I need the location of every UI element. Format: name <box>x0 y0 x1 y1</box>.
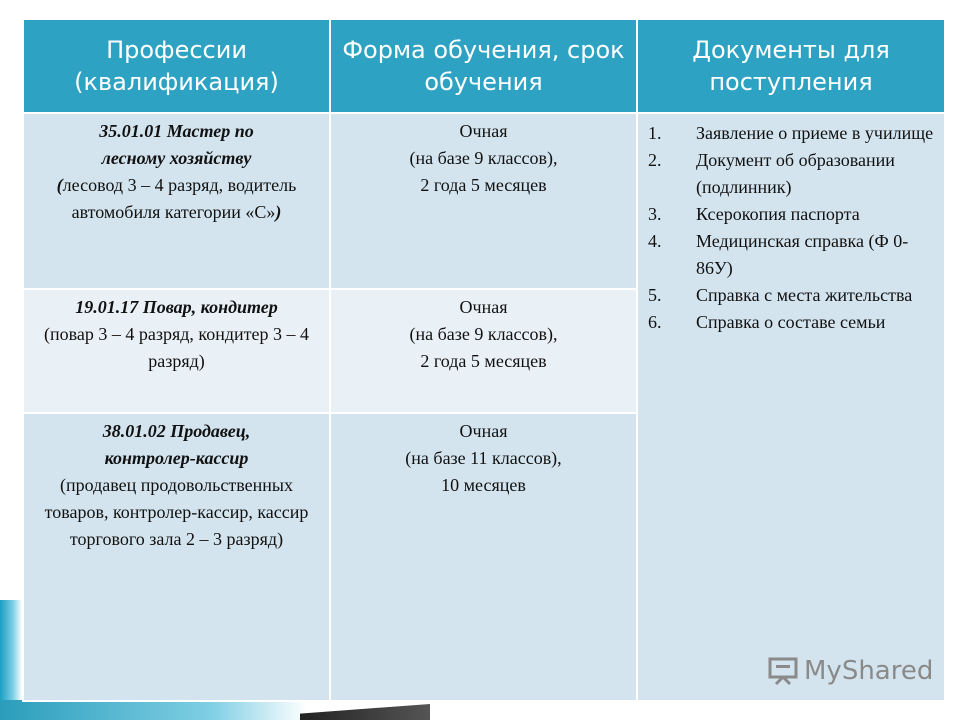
profession-description: (повар 3 – 4 разряд, кондитер 3 – 4 разряд) <box>43 324 310 371</box>
presentation-icon <box>768 656 798 686</box>
documents-cell <box>637 113 945 701</box>
profession-description: (продавец продовольственных товаров, контролер-кассир, кассир торгового зала 2 – 3 разряд) <box>44 475 309 549</box>
study-duration: 2 года 5 месяцев <box>420 175 547 195</box>
list-number: 1. <box>648 123 662 143</box>
header-row <box>23 19 945 113</box>
header-professions: Профессии (квалификация) <box>23 19 330 113</box>
study-form-cell <box>330 289 637 413</box>
bottom-decoration-bar <box>0 700 960 720</box>
study-form: Очная <box>459 121 508 141</box>
profession-cell-forestry <box>23 113 330 289</box>
list-number: 5. <box>648 285 662 305</box>
profession-title: 38.01.02 Продавец, <box>102 421 251 441</box>
study-form: Очная <box>459 421 508 441</box>
desc-paren-open: ( <box>56 175 63 195</box>
list-item <box>648 147 936 201</box>
study-duration: 10 месяцев <box>441 475 526 495</box>
profession-title: 35.01.01 Мастер по <box>99 121 254 141</box>
documents-list <box>648 120 936 336</box>
profession-cell-cook <box>23 289 330 413</box>
list-item <box>648 282 936 309</box>
table-row <box>23 113 945 289</box>
list-item <box>648 228 936 282</box>
study-form-cell <box>330 113 637 289</box>
profession-title: 19.01.17 Повар, кондитер <box>75 297 278 317</box>
watermark <box>768 656 933 686</box>
list-item <box>648 120 936 147</box>
study-form-cell <box>330 413 637 701</box>
list-number: 4. <box>648 231 662 251</box>
list-number: 3. <box>648 204 662 224</box>
list-text: Справка о составе семьи <box>696 312 886 332</box>
profession-title-cont: лесному хозяйству <box>101 148 252 168</box>
list-item <box>648 309 936 336</box>
study-form: Очная <box>459 297 508 317</box>
list-text: Ксерокопия паспорта <box>696 204 860 224</box>
study-base: (на базе 9 классов), <box>409 148 558 168</box>
study-duration: 2 года 5 месяцев <box>420 351 547 371</box>
list-text: Заявление о приеме в училище <box>696 123 934 143</box>
study-base: (на базе 9 классов), <box>409 324 558 344</box>
profession-cell-seller <box>23 413 330 701</box>
header-study-form: Форма обучения, срок обучения <box>330 19 637 113</box>
list-text: Медицинская справка (Ф 0-86У) <box>696 231 909 278</box>
watermark-text: MyShared <box>804 656 934 686</box>
list-number: 6. <box>648 312 662 332</box>
desc-paren-close: ) <box>275 202 282 222</box>
list-item <box>648 201 936 228</box>
list-text: Справка с места жительства <box>696 285 913 305</box>
profession-description: лесовод 3 – 4 разряд, водитель автомобиля категории «С» <box>62 175 297 222</box>
header-documents: Документы для поступления <box>637 19 945 113</box>
study-base: (на базе 11 классов), <box>405 448 562 468</box>
list-number: 2. <box>648 150 662 170</box>
list-text: Документ об образовании (подлинник) <box>696 150 895 197</box>
admission-table <box>22 18 946 702</box>
profession-title-cont: контролер-кассир <box>104 448 249 468</box>
